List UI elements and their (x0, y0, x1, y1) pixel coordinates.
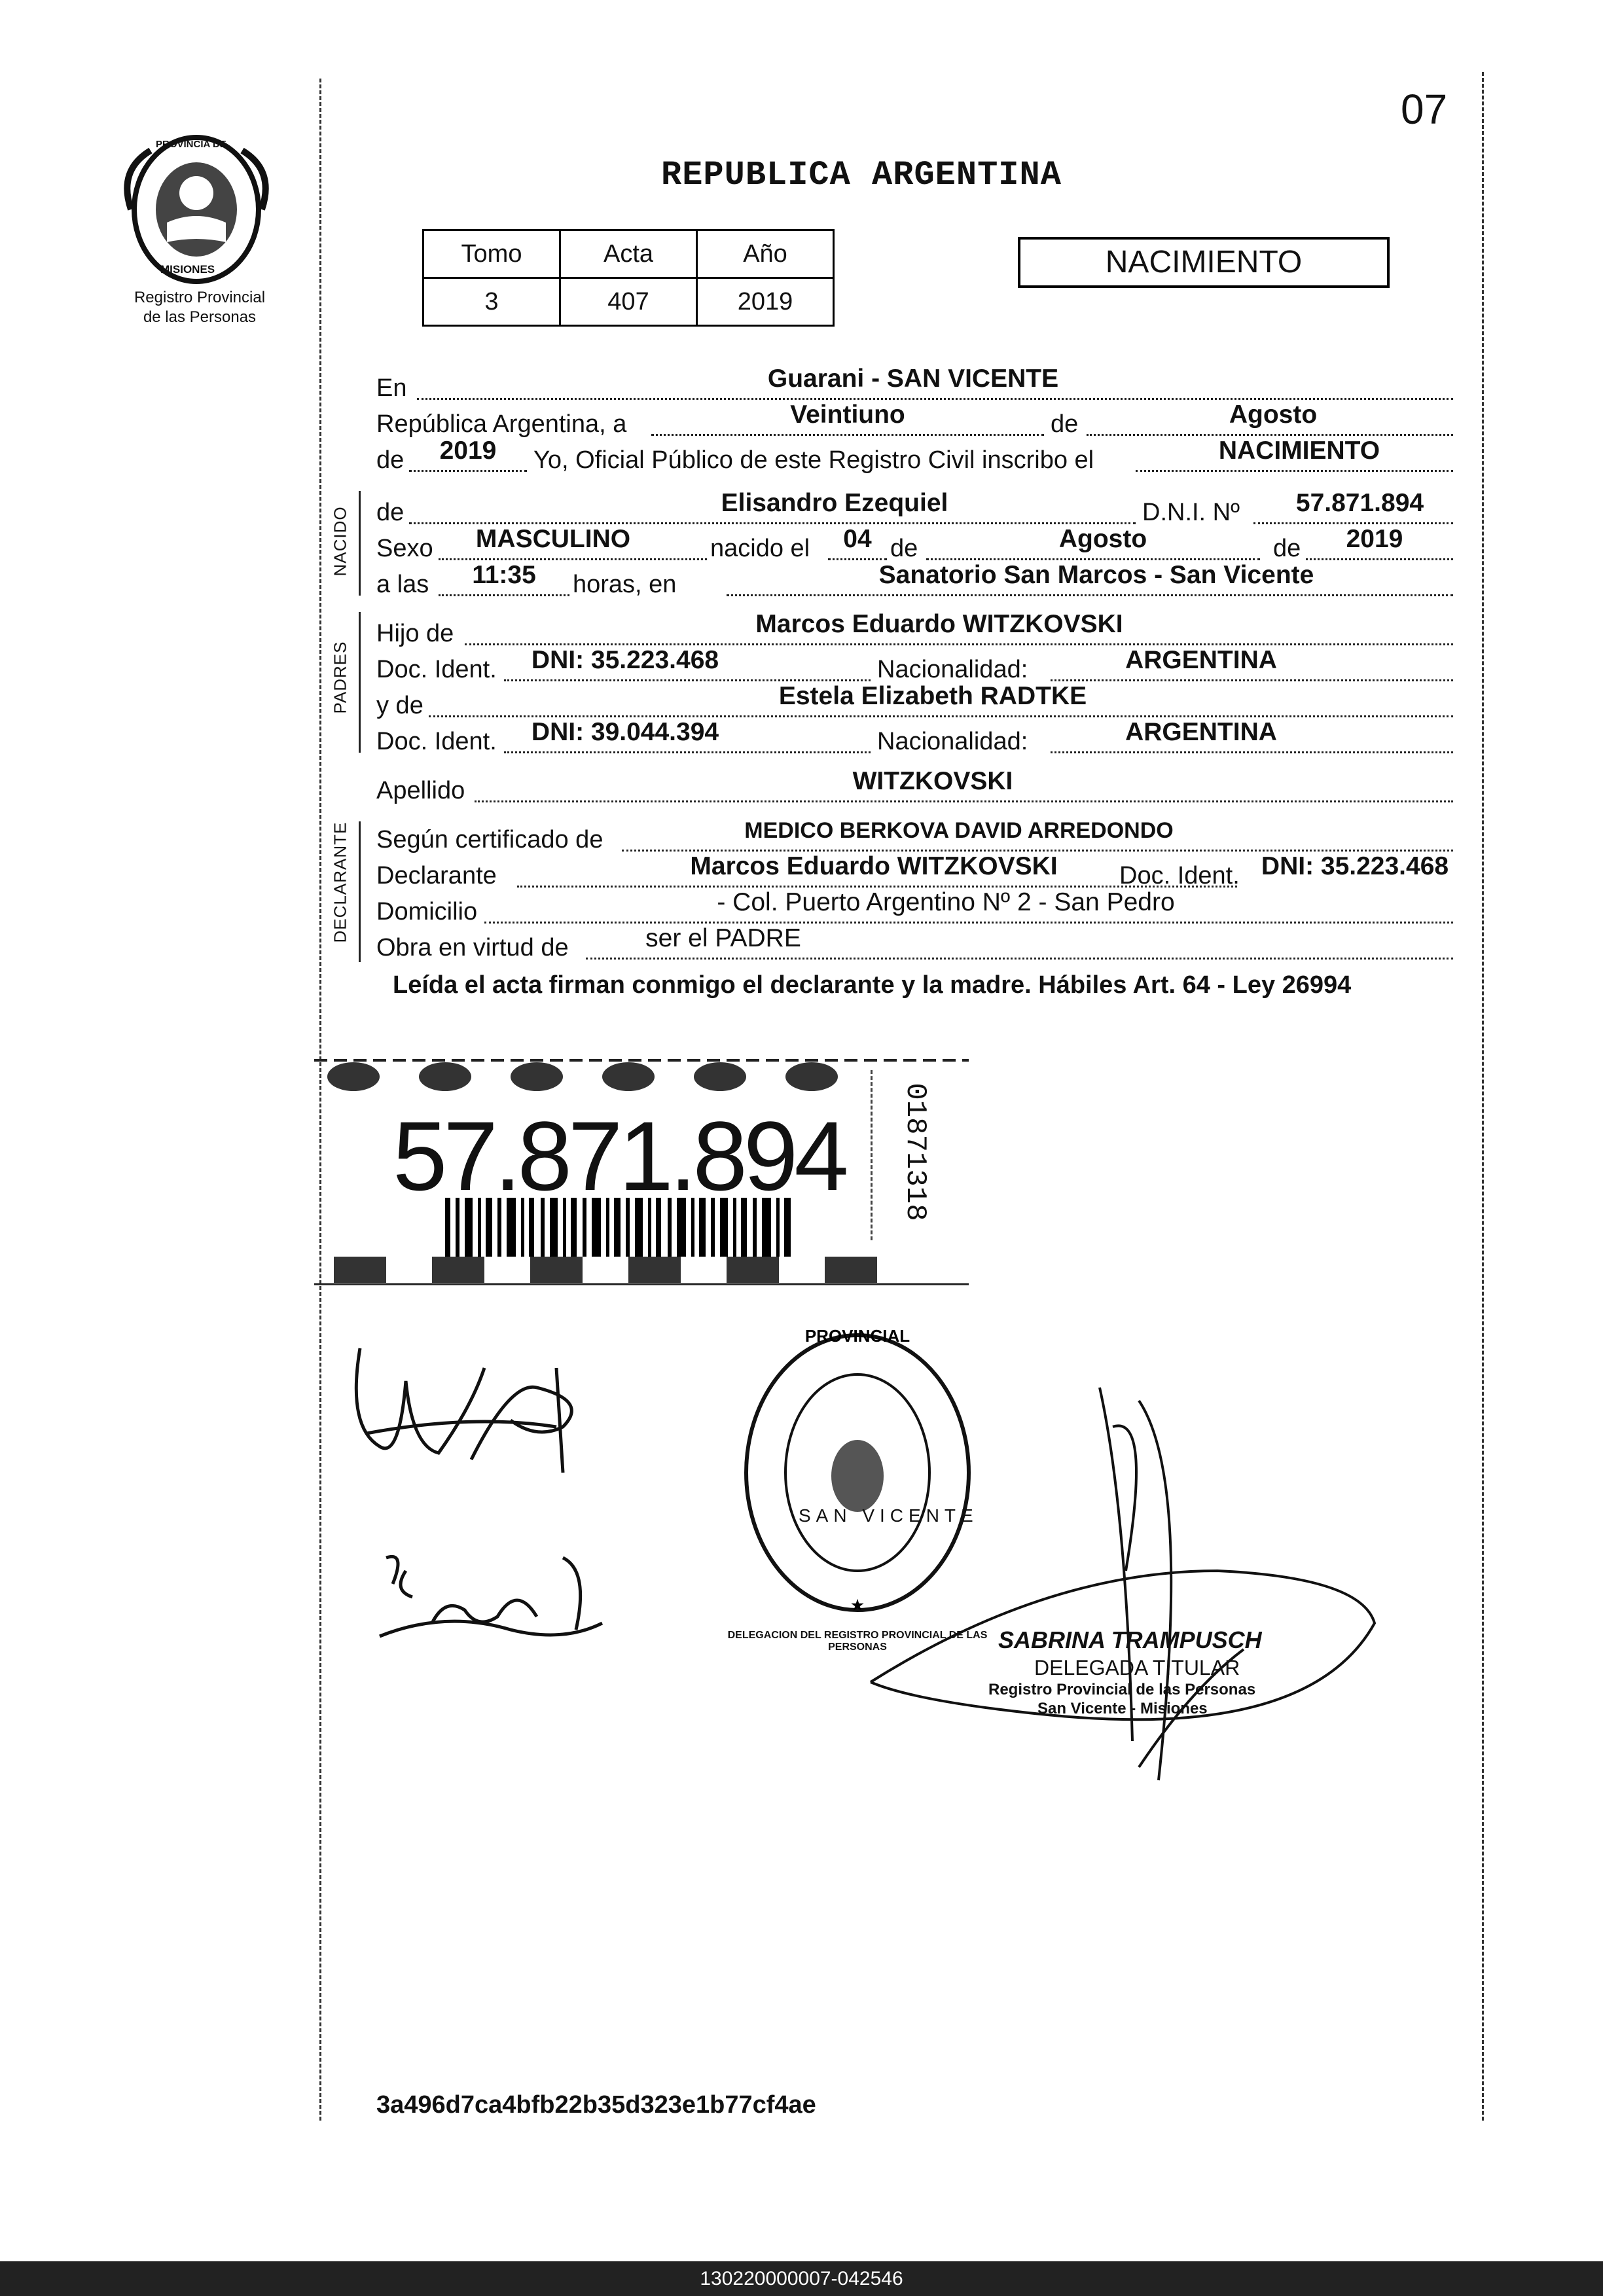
rotated-number: 01871318 (899, 1083, 931, 1221)
dni-label: D.N.I. Nº (1142, 499, 1240, 526)
certificado-label: Según certificado de (376, 826, 603, 853)
seal-text-top: PROVINCIAL (804, 1326, 910, 1346)
republica-label: República Argentina, a (376, 410, 627, 438)
row-inscribo (376, 437, 1453, 478)
dni-value: 57.871.894 (1295, 489, 1424, 517)
header-acta: Acta (560, 230, 697, 278)
en-value: Guarani - SAN VICENTE (767, 365, 1059, 393)
nombre-label: de (376, 499, 405, 526)
header-ano: Año (697, 230, 834, 278)
declarante-signature (340, 1329, 615, 1499)
nacido-label: nacido el (710, 535, 810, 562)
oficial-text: Yo, Oficial Público de este Registro Civil inscribo el (533, 446, 1094, 474)
margin-line-right (1482, 72, 1484, 2121)
madre-value: Estela Elizabeth RADTKE (778, 682, 1087, 710)
nac-label: Nacionalidad: (877, 656, 1028, 683)
padre-value: Marcos Eduardo WITZKOVSKI (755, 610, 1123, 638)
nacido-bracket (359, 491, 361, 596)
nombre-value: Elisandro Ezequiel (721, 489, 948, 517)
nacido-month: Agosto (1058, 525, 1147, 553)
sexo-value: MASCULINO (475, 525, 631, 553)
seal-star: ★ (851, 1597, 864, 1613)
madre-doc: DNI: 39.044.394 (531, 718, 719, 746)
doc-label: Doc. Ident. (376, 656, 497, 683)
domicilio-value: - Col. Puerto Argentino Nº 2 - San Pedro (717, 888, 1175, 916)
horas-label: horas, en (573, 571, 677, 598)
madre-signature (367, 1545, 615, 1649)
de3-label: de (890, 535, 918, 562)
padres-side-label: PADRES (330, 641, 350, 714)
delegate-signature (851, 1374, 1440, 1793)
delegate-name: SABRINA TRAMPUSCH (998, 1626, 1262, 1653)
logo-caption-line1: Registro Provincial (134, 289, 266, 306)
de4-label: de (1273, 535, 1301, 562)
obra-label: Obra en virtud de (376, 934, 569, 961)
yde-label: y de (376, 692, 423, 719)
sexo-label: Sexo (376, 535, 433, 562)
row-hora (376, 561, 1453, 603)
barcode-number: 57.871.894 (393, 1101, 845, 1211)
domicilio-label: Domicilio (376, 898, 478, 925)
certificado-value: MEDICO BERKOVA DAVID ARREDONDO (744, 818, 1174, 843)
hora-label: a las (376, 571, 429, 598)
declarante-value: Marcos Eduardo WITZKOVSKI (690, 852, 1058, 880)
registry-table (422, 229, 835, 327)
rotated-number-box (871, 1070, 958, 1240)
nacido-year: 2019 (1346, 525, 1403, 553)
declarante-label: Declarante (376, 862, 497, 889)
row-obra (376, 924, 1453, 966)
lugar-value: Sanatorio San Marcos - San Vicente (878, 561, 1314, 589)
delegate-org: Registro Provincial de las Personas (988, 1681, 1256, 1698)
month-value: Agosto (1229, 401, 1318, 429)
declarante-side-label: DECLARANTE (330, 821, 350, 943)
document-hash: 3a496d7ca4bfb22b35d323e1b77cf4ae (376, 2091, 816, 2119)
inscribo-value: NACIMIENTO (1218, 437, 1380, 465)
row-domicilio (376, 888, 1453, 930)
hora-value: 11:35 (472, 561, 536, 589)
footer-code: 130220000007-042546 (0, 2261, 1603, 2296)
padre-doc: DNI: 35.223.468 (531, 646, 719, 674)
padres-bracket (359, 612, 361, 753)
logo-text-top: PROVINCIA DE (156, 139, 226, 150)
doc3-label: Doc. Ident. (1119, 862, 1240, 889)
value-acta: 407 (560, 278, 697, 326)
document-title: REPUBLICA ARGENTINA (661, 156, 1062, 194)
delegate-place: San Vicente - Misiones (1037, 1700, 1208, 1717)
declarante-bracket (359, 821, 361, 962)
value-ano: 2019 (697, 278, 834, 326)
declarante-doc: DNI: 35.223.468 (1261, 852, 1449, 880)
apellido-value: WITZKOVSKI (852, 767, 1013, 795)
de-label: de (1051, 410, 1079, 438)
madre-nac: ARGENTINA (1125, 718, 1277, 746)
header-tomo: Tomo (423, 230, 560, 278)
nacido-day: 04 (843, 525, 872, 553)
logo-caption (105, 288, 295, 327)
year-value: 2019 (439, 437, 497, 465)
nacido-side-label: NACIDO (330, 506, 350, 577)
de2-label: de (376, 446, 405, 474)
delegate-title: DELEGADA TITULAR (1034, 1656, 1240, 1679)
row-apellido (376, 767, 1453, 809)
logo-caption-line2: de las Personas (143, 308, 257, 326)
record-type-box: NACIMIENTO (1018, 237, 1390, 288)
closing-note: Leída el acta firman conmigo el declarante y la madre. Hábiles Art. 64 - Ley 26994 (393, 971, 1352, 999)
row-madre-doc (376, 718, 1453, 760)
day-value: Veintiuno (790, 401, 905, 429)
seal-text: DELEGACION DEL REGISTRO PROVINCIAL DE LAS PERSONAS (727, 1630, 988, 1653)
obra-value: ser el PADRE (645, 924, 801, 952)
nac2-label: Nacionalidad: (877, 728, 1028, 755)
apellido-label: Apellido (376, 777, 465, 804)
en-label: En (376, 374, 407, 402)
page-number: 07 (1401, 86, 1448, 133)
logo-text-bottom: MISIONES (160, 263, 215, 276)
hijo-label: Hijo de (376, 620, 454, 647)
seal-place: SAN VICENTE (799, 1505, 979, 1526)
value-tomo: 3 (423, 278, 560, 326)
doc2-label: Doc. Ident. (376, 728, 497, 755)
padre-nac: ARGENTINA (1125, 646, 1277, 674)
